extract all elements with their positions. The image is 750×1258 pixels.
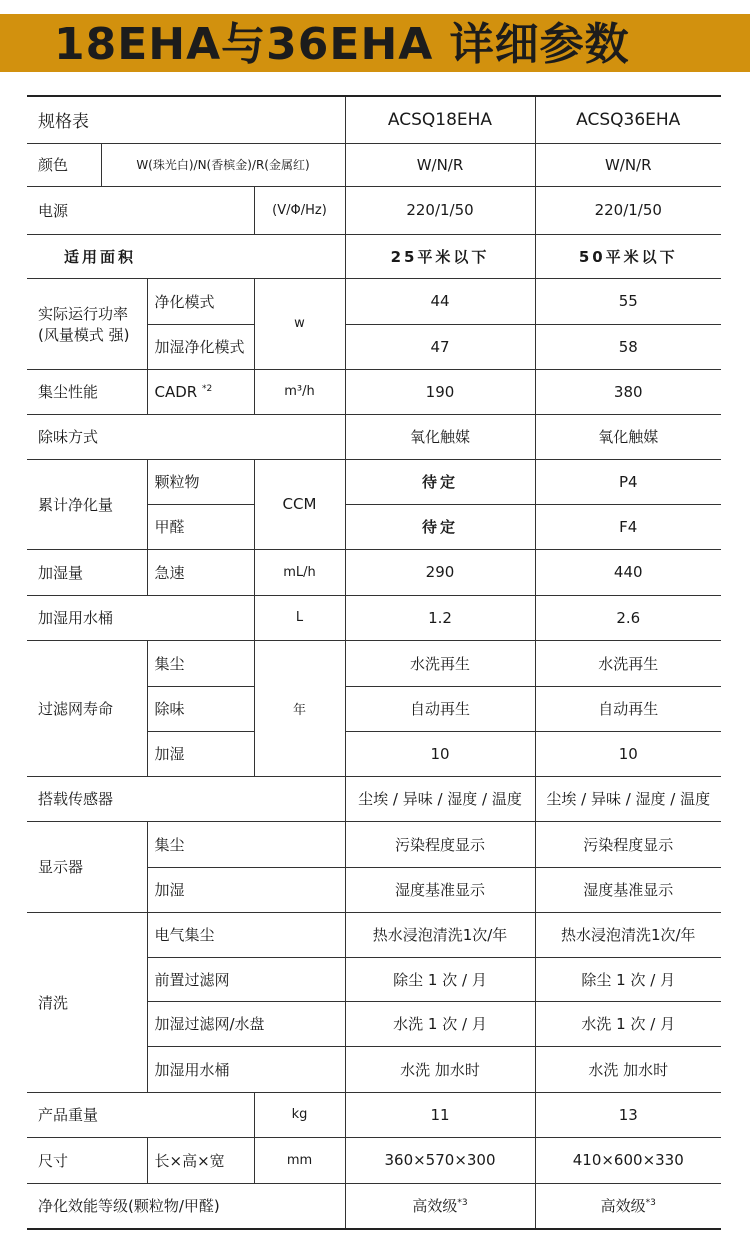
model-2-header: ACSQ36EHA [535,96,721,143]
power-supply-value-1: 220/1/50 [345,186,535,234]
cadr-text: CADR [154,382,198,401]
power-supply-label: 电源 [27,186,254,234]
efficiency-footnote-2: *3 [645,1198,656,1209]
weight-unit: kg [254,1092,345,1137]
table-row [27,640,721,686]
display-humid-value-1: 湿度基准显示 [345,867,535,912]
sensors-value-2: 尘埃 / 异味 / 湿度 / 温度 [535,776,721,821]
filter-humid-label: 加湿 [147,731,254,776]
filter-humid-value-2: 10 [535,731,721,776]
power-supply-unit: (V/Φ/Hz) [254,186,345,234]
efficiency-value-1: 高效级 [412,1197,458,1216]
table-row [27,1137,721,1183]
table-row [27,821,721,867]
ccm-particles-value-1: 待定 [345,459,535,504]
clean-humid-filter-label: 加湿过滤网/水盘 [147,1001,345,1046]
sensors-label: 搭载传感器 [27,776,345,821]
clean-prefilter-value-2: 除尘 1 次 / 月 [535,957,721,1001]
clean-prefilter-value-1: 除尘 1 次 / 月 [345,957,535,1001]
dust-value-1: 190 [345,369,535,414]
ccm-particles-value-2: P4 [535,459,721,504]
humid-amount-sub: 急速 [147,549,254,595]
ccm-unit: CCM [254,459,345,549]
power-label [27,278,147,369]
filter-humid-value-1: 10 [345,731,535,776]
table-row [27,1092,721,1137]
sensors-value-1: 尘埃 / 异味 / 湿度 / 温度 [345,776,535,821]
power-mode-2-value-2: 58 [535,324,721,369]
table-row [27,278,721,324]
efficiency-footnote-1: *3 [457,1198,468,1209]
deodor-value-1: 氧化触媒 [345,414,535,459]
power-mode-1-label: 净化模式 [147,278,254,324]
deodor-value-2: 氧化触媒 [535,414,721,459]
table-row [27,96,721,143]
tank-value-1: 1.2 [345,595,535,640]
clean-humid-filter-value-1: 水洗 1 次 / 月 [345,1001,535,1046]
humid-amount-value-1: 290 [345,549,535,595]
table-row [27,414,721,459]
page-title: 18EHA与36EHA 详细参数 [54,19,630,70]
table-row [27,776,721,821]
size-value-1: 360×570×300 [345,1137,535,1183]
humid-amount-unit: mL/h [254,549,345,595]
efficiency-label: 净化效能等级(颗粒物/甲醛) [27,1183,345,1229]
dust-label: 集尘性能 [27,369,147,414]
efficiency-value-2: 高效级 [600,1197,646,1216]
area-value-2: 50平米以下 [535,234,721,278]
ccm-formaldehyde-label: 甲醛 [147,504,254,549]
tank-label: 加湿用水桶 [27,595,254,640]
humid-amount-value-2: 440 [535,549,721,595]
dust-value-2: 380 [535,369,721,414]
weight-value-2: 13 [535,1092,721,1137]
filter-life-unit: 年 [254,640,345,776]
ccm-label: 累计净化量 [27,459,147,549]
weight-value-1: 11 [345,1092,535,1137]
filter-deodor-value-2: 自动再生 [535,686,721,731]
display-dust-label: 集尘 [147,821,345,867]
power-mode-2-value-1: 47 [345,324,535,369]
color-options: W(珠光白)/N(香槟金)/R(金属红) [101,143,345,186]
power-mode-1-value-1: 44 [345,278,535,324]
display-humid-value-2: 湿度基准显示 [535,867,721,912]
table-row [27,549,721,595]
power-unit: w [254,278,345,369]
efficiency-cell-1 [345,1183,535,1229]
clean-tank-value-2: 水洗 加水时 [535,1046,721,1092]
efficiency-cell-2 [535,1183,721,1229]
dust-cadr [147,369,254,414]
area-label: 适用面积 [27,234,345,278]
power-supply-value-2: 220/1/50 [535,186,721,234]
spec-table [27,95,721,1230]
table-row [27,143,721,186]
filter-dust-value-2: 水洗再生 [535,640,721,686]
tank-unit: L [254,595,345,640]
table-row [27,369,721,414]
filter-deodor-value-1: 自动再生 [345,686,535,731]
model-1-header: ACSQ18EHA [345,96,535,143]
filter-life-label: 过滤网寿命 [27,640,147,776]
power-label-line-2: (风量模式 强) [38,325,130,344]
weight-label: 产品重量 [27,1092,254,1137]
size-value-2: 410×600×330 [535,1137,721,1183]
size-sub: 长×高×宽 [147,1137,254,1183]
clean-tank-label: 加湿用水桶 [147,1046,345,1092]
color-value-1: W/N/R [345,143,535,186]
size-label: 尺寸 [27,1137,147,1183]
area-value-1: 25平米以下 [345,234,535,278]
table-row [27,186,721,234]
filter-dust-label: 集尘 [147,640,254,686]
clean-tank-value-1: 水洗 加水时 [345,1046,535,1092]
clean-prefilter-label: 前置过滤网 [147,957,345,1001]
table-row [27,1183,721,1229]
table-row [27,595,721,640]
clean-electric-value-2: 热水浸泡清洗1次/年 [535,912,721,957]
filter-deodor-label: 除味 [147,686,254,731]
table-row [27,234,721,278]
humid-amount-label: 加湿量 [27,549,147,595]
power-mode-2-label: 加湿净化模式 [147,324,254,369]
clean-electric-value-1: 热水浸泡清洗1次/年 [345,912,535,957]
color-label: 颜色 [27,143,101,186]
dust-unit: m³/h [254,369,345,414]
cadr-footnote: *2 [202,383,213,394]
tank-value-2: 2.6 [535,595,721,640]
spec-header-label: 规格表 [27,96,345,143]
deodor-label: 除味方式 [27,414,345,459]
power-label-line-1: 实际运行功率 [38,304,129,323]
display-dust-value-1: 污染程度显示 [345,821,535,867]
display-dust-value-2: 污染程度显示 [535,821,721,867]
power-mode-1-value-2: 55 [535,278,721,324]
table-row [27,459,721,504]
clean-humid-filter-value-2: 水洗 1 次 / 月 [535,1001,721,1046]
ccm-formaldehyde-value-2: F4 [535,504,721,549]
clean-electric-label: 电气集尘 [147,912,345,957]
color-value-2: W/N/R [535,143,721,186]
cleaning-label: 清洗 [27,912,147,1092]
display-label: 显示器 [27,821,147,912]
display-humid-label: 加湿 [147,867,345,912]
ccm-particles-label: 颗粒物 [147,459,254,504]
size-unit: mm [254,1137,345,1183]
table-row [27,912,721,957]
ccm-formaldehyde-value-1: 待定 [345,504,535,549]
filter-dust-value-1: 水洗再生 [345,640,535,686]
